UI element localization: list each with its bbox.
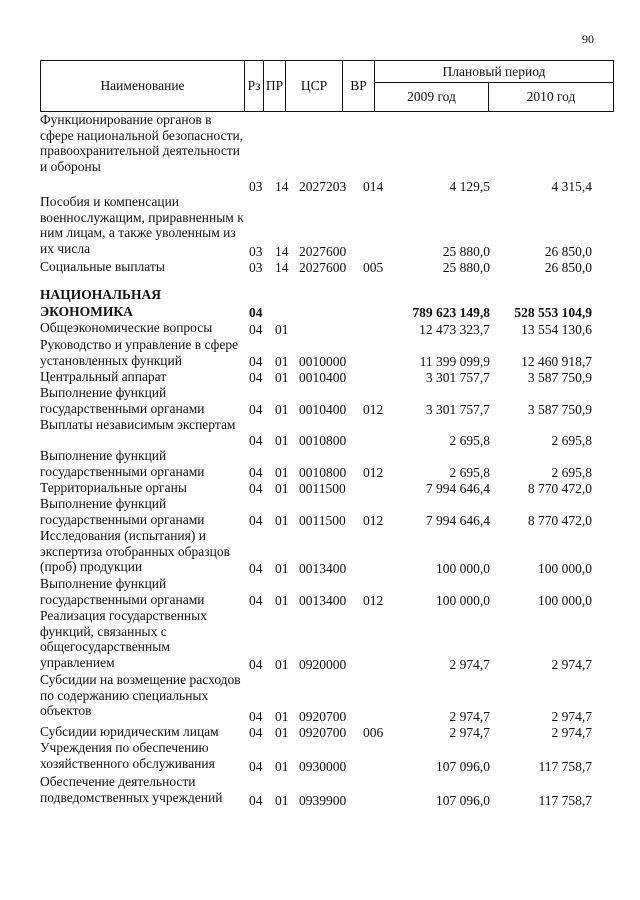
row-rz: 04 [249, 656, 263, 672]
row-name: Выполнение функций государственными органами [40, 496, 205, 527]
table-row [0, 320, 640, 337]
row-amount-2010: 26 850,0 [544, 259, 592, 275]
row-amount-2009: 107 096,0 [436, 758, 490, 774]
row-rz: 03 [249, 178, 263, 194]
row-amount-2010: 2 695,8 [551, 464, 592, 480]
row-amount-2009: 2 974,7 [449, 656, 490, 672]
row-amount-2010: 2 974,7 [551, 724, 592, 740]
row-amount-2009: 789 623 149,8 [412, 304, 490, 320]
row-amount-2009: 2 695,8 [449, 432, 490, 448]
row-amount-2009: 7 994 646,4 [425, 512, 490, 528]
row-pr: 14 [275, 178, 289, 194]
table-row [0, 480, 640, 496]
row-rz: 04 [249, 512, 263, 528]
row-csr: 0010400 [299, 401, 347, 417]
row-rz: 04 [249, 758, 263, 774]
row-vr: 012 [363, 401, 384, 417]
row-name: Функционирование органов в сфере национальной безопасности, правоохранительной деятельности и обороны [40, 112, 244, 174]
row-pr: 01 [275, 512, 289, 528]
row-rz: 04 [249, 464, 263, 480]
row-amount-2009: 2 974,7 [449, 708, 490, 724]
row-amount-2009: 2 695,8 [449, 464, 490, 480]
row-name: Исследования (испытания) и экспертиза отобранных образцов (проб) продукции [40, 528, 230, 574]
row-vr: 012 [363, 464, 384, 480]
row-rz: 03 [249, 243, 263, 259]
table-row [0, 194, 640, 259]
row-amount-2010: 528 553 104,9 [514, 304, 592, 320]
table-row [0, 724, 640, 740]
table-row [0, 417, 640, 448]
row-rz: 04 [249, 321, 263, 337]
row-csr: 0920700 [299, 708, 347, 724]
row-rz: 04 [249, 369, 263, 385]
table-row [0, 385, 640, 417]
row-name: Субсидии на возмещение расходов по содержанию специальных объектов [40, 672, 241, 718]
row-amount-2009: 2 974,7 [449, 724, 490, 740]
row-name: Реализация государственных функций, связанных с общегосударственным управлением [40, 608, 207, 670]
row-pr: 01 [275, 432, 289, 448]
row-name: Учреждения по обеспечению хозяйственного обслуживания [40, 740, 215, 771]
row-csr: 0010400 [299, 369, 347, 385]
page-number: 90 [582, 32, 594, 46]
row-csr: 0013400 [299, 560, 347, 576]
header-year-2009: 2009 год [375, 83, 489, 112]
section-row-national-economy [0, 286, 640, 320]
row-amount-2010: 8 770 472,0 [527, 480, 592, 496]
row-amount-2010: 13 554 130,6 [521, 321, 592, 337]
row-pr: 01 [275, 353, 289, 369]
row-amount-2010: 2 974,7 [551, 708, 592, 724]
row-rz: 03 [249, 259, 263, 275]
row-pr: 01 [275, 464, 289, 480]
row-pr: 01 [275, 321, 289, 337]
row-csr: 0011500 [299, 512, 346, 528]
header-year-2010: 2010 год [489, 83, 614, 112]
row-rz: 04 [249, 792, 263, 808]
table-row [0, 608, 640, 672]
row-pr: 01 [275, 708, 289, 724]
row-name: Социальные выплаты [40, 259, 165, 274]
row-csr: 0920700 [299, 724, 347, 740]
row-pr: 01 [275, 369, 289, 385]
row-name: Руководство и управление в сфере установленных функций [40, 337, 239, 368]
table-row [0, 528, 640, 576]
row-csr: 0010800 [299, 432, 347, 448]
row-rz: 04 [249, 401, 263, 417]
row-amount-2010: 3 587 750,9 [527, 369, 592, 385]
row-csr: 0930000 [299, 758, 347, 774]
row-amount-2010: 117 758,7 [538, 792, 592, 808]
table-row [0, 259, 640, 275]
row-csr: 2027203 [299, 178, 347, 194]
row-name: Выполнение функций государственными органами [40, 385, 205, 416]
section-title: НАЦИОНАЛЬНАЯ ЭКОНОМИКА [40, 287, 161, 319]
row-name: Территориальные органы [40, 480, 187, 495]
row-pr: 01 [275, 401, 289, 417]
row-amount-2010: 8 770 472,0 [527, 512, 592, 528]
row-rz: 04 [249, 708, 263, 724]
row-name: Выполнение функций государственными органами [40, 576, 205, 607]
row-rz: 04 [249, 560, 263, 576]
row-name: Центральный аппарат [40, 369, 167, 384]
header-period: Плановый период [375, 61, 614, 83]
row-amount-2009: 7 994 646,4 [425, 480, 490, 496]
header-vr: ВР [343, 61, 375, 112]
row-amount-2009: 3 301 757,7 [425, 401, 490, 417]
row-pr: 01 [275, 724, 289, 740]
row-amount-2010: 4 315,4 [551, 178, 592, 194]
header-rz: Рз [245, 61, 264, 112]
row-amount-2010: 3 587 750,9 [527, 401, 592, 417]
table-row [0, 496, 640, 528]
table-row [0, 337, 640, 369]
row-name: Выплаты независимым экспертам [40, 417, 236, 432]
row-csr: 0013400 [299, 592, 347, 608]
row-amount-2009: 100 000,0 [436, 592, 490, 608]
table-row [0, 448, 640, 480]
row-amount-2009: 25 880,0 [442, 259, 490, 275]
row-name: Пособия и компенсации военнослужащим, приравненным к ним лицам, а также уволенным из их числа [40, 194, 244, 256]
row-rz: 04 [249, 432, 263, 448]
table-row [0, 369, 640, 385]
row-amount-2009: 107 096,0 [436, 792, 490, 808]
row-vr: 006 [363, 724, 384, 740]
row-vr: 014 [363, 178, 384, 194]
row-pr: 01 [275, 480, 289, 496]
row-pr: 01 [275, 792, 289, 808]
row-rz: 04 [249, 353, 263, 369]
row-csr: 2027600 [299, 243, 347, 259]
row-pr: 01 [275, 656, 289, 672]
row-amount-2010: 2 974,7 [551, 656, 592, 672]
row-amount-2009: 12 473 323,7 [419, 321, 490, 337]
row-vr: 005 [363, 259, 384, 275]
row-rz: 04 [249, 480, 263, 496]
row-amount-2010: 100 000,0 [538, 560, 592, 576]
header-name: Наименование [41, 61, 245, 112]
row-vr: 012 [363, 512, 384, 528]
row-csr: 0011500 [299, 480, 346, 496]
table-header [40, 60, 614, 112]
row-amount-2009: 3 301 757,7 [425, 369, 490, 385]
row-amount-2010: 26 850,0 [544, 243, 592, 259]
row-amount-2010: 117 758,7 [538, 758, 592, 774]
row-amount-2009: 4 129,5 [449, 178, 490, 194]
row-name: Выполнение функций государственными органами [40, 448, 205, 479]
row-name: Субсидии юридическим лицам [40, 724, 219, 739]
table-row [0, 112, 640, 194]
row-rz: 04 [249, 724, 263, 740]
row-csr: 2027600 [299, 259, 347, 275]
row-name: Обеспечение деятельности подведомственных учреждений [40, 774, 223, 805]
row-csr: 0920000 [299, 656, 347, 672]
row-amount-2010: 2 695,8 [551, 432, 592, 448]
table-row [0, 740, 640, 774]
row-csr: 0010000 [299, 353, 347, 369]
table-row [0, 672, 640, 724]
table-body [0, 112, 640, 832]
row-pr: 01 [275, 592, 289, 608]
row-pr: 14 [275, 259, 289, 275]
row-pr: 01 [275, 560, 289, 576]
row-pr: 01 [275, 758, 289, 774]
row-rz: 04 [249, 304, 263, 320]
row-csr: 0010800 [299, 464, 347, 480]
row-rz: 04 [249, 592, 263, 608]
header-csr: ЦСР [286, 61, 343, 112]
row-amount-2009: 25 880,0 [442, 243, 490, 259]
row-vr: 012 [363, 592, 384, 608]
row-amount-2009: 100 000,0 [436, 560, 490, 576]
row-amount-2010: 100 000,0 [538, 592, 592, 608]
table-row [0, 576, 640, 608]
row-csr: 0939900 [299, 792, 347, 808]
row-pr: 14 [275, 243, 289, 259]
header-pr: ПР [264, 61, 286, 112]
row-amount-2010: 12 460 918,7 [521, 353, 592, 369]
row-name: Общеэкономические вопросы [40, 320, 213, 335]
row-amount-2009: 11 399 099,9 [419, 353, 490, 369]
table-row [0, 774, 640, 808]
